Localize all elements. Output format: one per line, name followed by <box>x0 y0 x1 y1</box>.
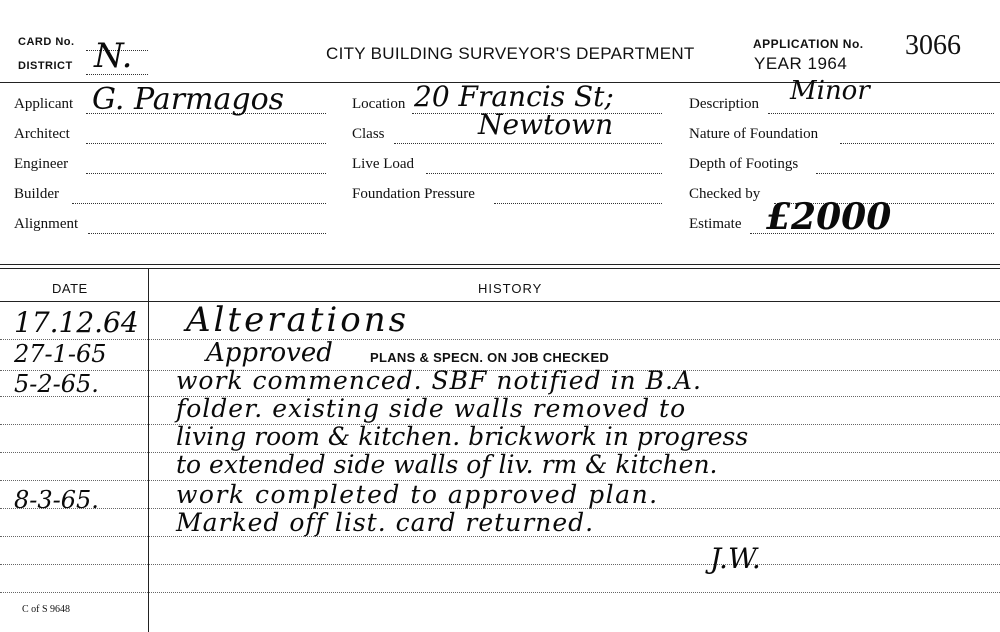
nature-of-foundation-label: Nature of Foundation <box>689 126 819 142</box>
location-value-2: Newtown <box>478 108 614 141</box>
history-header-rule <box>0 301 1000 302</box>
foundation-pressure-line <box>494 203 662 204</box>
estimate-value: £2000 <box>766 196 892 238</box>
row-line <box>0 592 1000 593</box>
entry-text: work commenced. SBF notified in B.A. <box>176 366 702 395</box>
foundation-pressure-label: Foundation Pressure <box>352 186 475 202</box>
entry-text: work completed to approved plan. <box>176 480 659 509</box>
signature: J.W. <box>710 542 761 575</box>
applicant-value: G. Parmagos <box>92 82 285 117</box>
checked-stamp: PLANS & SPECN. ON JOB CHECKED <box>370 350 610 365</box>
description-line <box>768 113 994 114</box>
row-line <box>0 564 1000 565</box>
year-label: YEAR 1964 <box>754 54 848 73</box>
class-label: Class <box>352 126 385 142</box>
description-label: Description <box>689 96 759 112</box>
engineer-label: Engineer <box>14 156 69 172</box>
entry-date: 5-2-65. <box>14 370 99 398</box>
nature-of-foundation-line <box>840 143 994 144</box>
depth-of-footings-line <box>816 173 994 174</box>
entry-date: 8-3-65. <box>14 486 99 514</box>
live-load-label: Live Load <box>352 156 415 172</box>
live-load-line <box>426 173 662 174</box>
district-label: DISTRICT <box>18 60 73 72</box>
entry-text: Approved <box>206 338 333 368</box>
entry-text: Alterations <box>186 300 410 340</box>
class-line <box>394 143 662 144</box>
card-no-label: CARD No. <box>18 36 75 48</box>
application-number: 3066 <box>905 30 961 61</box>
builder-line <box>72 203 326 204</box>
architect-line <box>86 143 326 144</box>
history-top-rule <box>0 264 1000 265</box>
entry-text: folder. existing side walls removed to <box>176 394 687 423</box>
entry-text: to extended side walls of liv. rm & kitchen. <box>176 450 718 479</box>
date-column-header: DATE <box>52 281 88 296</box>
alignment-label: Alignment <box>14 216 79 232</box>
district-value: N. <box>94 36 133 76</box>
location-label: Location <box>352 96 406 112</box>
entry-text: Marked off list. card returned. <box>176 508 595 537</box>
architect-label: Architect <box>14 126 70 142</box>
estimate-label: Estimate <box>689 216 742 232</box>
checked-by-label: Checked by <box>689 186 761 202</box>
builder-label: Builder <box>14 186 59 202</box>
entry-date: 27-1-65 <box>14 340 107 368</box>
location-value-1: 20 Francis St; <box>414 80 614 113</box>
history-column-header: HISTORY <box>478 281 543 296</box>
engineer-line <box>86 173 326 174</box>
date-column-divider <box>148 268 149 632</box>
history-top-rule-2 <box>0 268 1000 269</box>
applicant-label: Applicant <box>14 96 74 112</box>
entry-text: living room & kitchen. brickwork in progress <box>176 422 749 451</box>
page-title: CITY BUILDING SURVEYOR'S DEPARTMENT <box>326 44 695 63</box>
depth-of-footings-label: Depth of Footings <box>689 156 799 172</box>
row-line <box>0 339 1000 340</box>
description-value: Minor <box>790 76 870 106</box>
form-code: C of S 9648 <box>22 604 71 615</box>
alignment-line <box>88 233 326 234</box>
application-no-label: APPLICATION No. <box>753 37 864 51</box>
entry-date: 17.12.64 <box>14 306 139 339</box>
